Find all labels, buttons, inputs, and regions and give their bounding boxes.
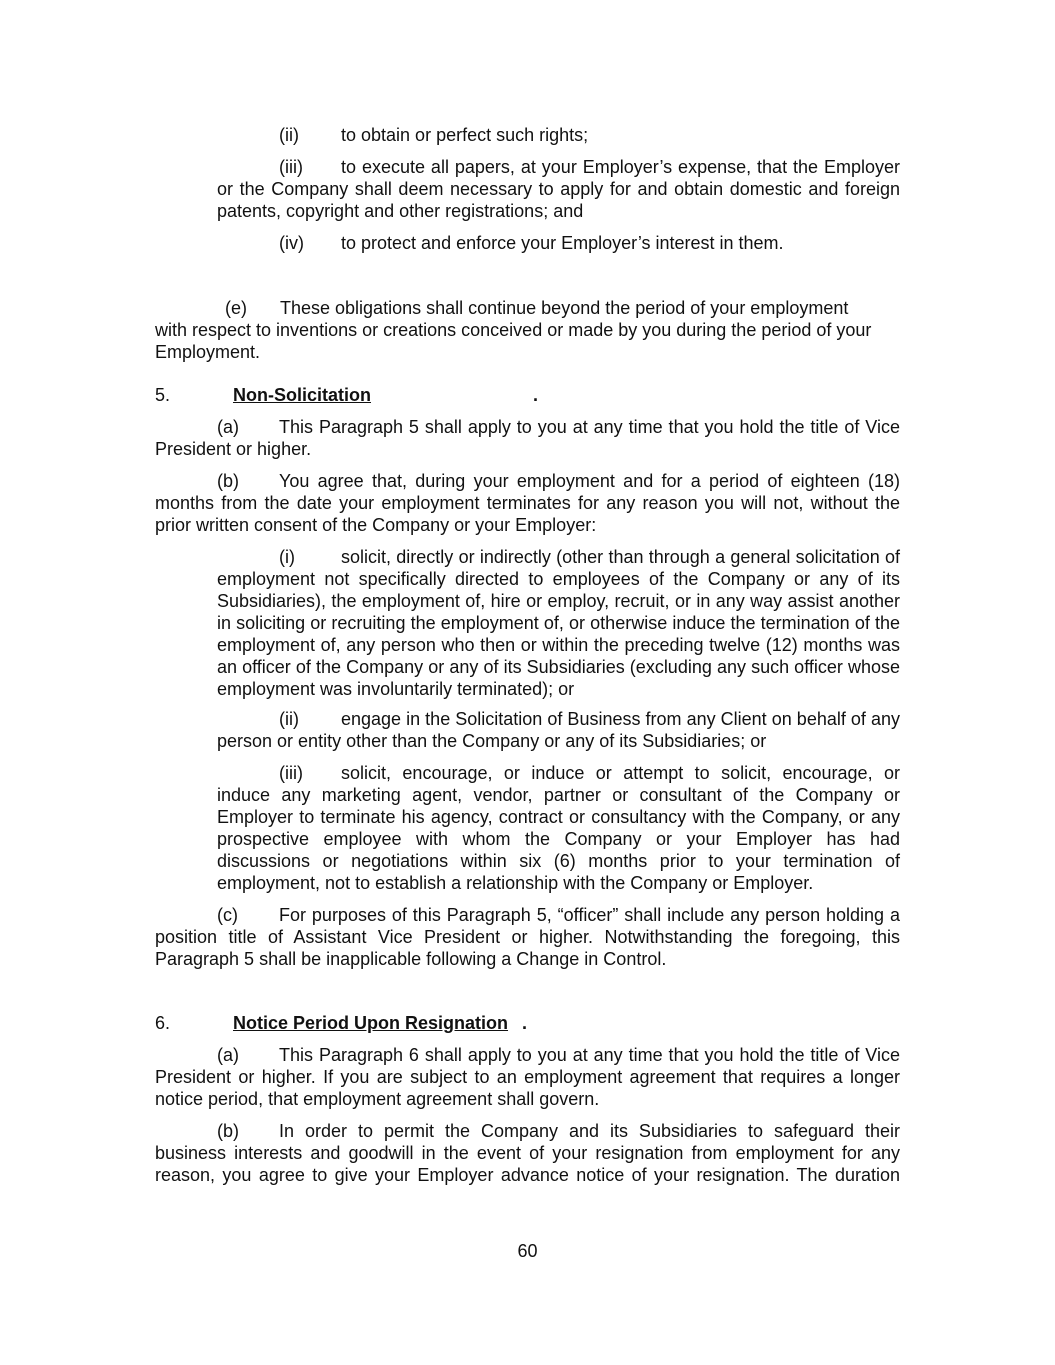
section-6-b	[155, 1120, 900, 1186]
clause-text: This Paragraph 6 shall apply to you at any time that you hold the title of Vice President or higher. If you are subject to an employment agreement that requires a longer notice period, that employment agreement shall govern.	[155, 1045, 900, 1109]
section-5-b-ii	[217, 708, 900, 752]
clause-d-iv	[217, 232, 900, 254]
clause-label: (e)	[225, 298, 247, 318]
clause-label: (i)	[279, 547, 295, 567]
clause-text: to obtain or perfect such rights;	[341, 125, 589, 145]
clause-label: (iv)	[279, 233, 304, 253]
section-6-a	[155, 1044, 900, 1110]
clause-label: (ii)	[279, 709, 299, 729]
clause-label: (iii)	[279, 763, 303, 783]
clause-text: to execute all papers, at your Employer’s expense, that the Employer or the Company shall deem necessary to apply for and obtain domestic and foreign patents, copyright and other registrations; and	[217, 157, 900, 221]
section-6-heading: 6. Notice Period Upon Resignation .	[155, 1013, 528, 1033]
clause-label: (b)	[217, 1121, 239, 1141]
section-5-heading: 5. Non-Solicitation .	[155, 385, 539, 405]
section-5-b-iii	[217, 762, 900, 894]
clause-text: In order to permit the Company and its Subsidiaries to safeguard their business interests and goodwill in the event of your resignation from employment for any reason, you agree to give your Employer advance notice of your resignation. The duration	[155, 1121, 900, 1185]
clause-d-ii	[217, 124, 900, 146]
page-number: 60	[517, 1241, 538, 1261]
clause-text: solicit, encourage, or induce or attempt to solicit, encourage, or induce any marketing agent, vendor, partner or consultant of the Company or Employer to terminate his agency, contract or consultancy with the Company, or any prospective employee with whom the Company or your Employer has had discussions or negotiations within six (6) months prior to your termination of employment, not to establish a relationship with the Company or Employer.	[217, 763, 900, 893]
clause-label: (ii)	[279, 125, 299, 145]
section-5-b-i	[217, 546, 900, 700]
clause-text: For purposes of this Paragraph 5, “officer” shall include any person holding a position title of Assistant Vice President or higher. Notwithstanding the foregoing, this Paragraph 5 shall be inapplicable following a Change in Control.	[155, 905, 900, 969]
clause-label: (a)	[217, 417, 239, 437]
clause-text: These obligations shall continue beyond the period of your employment with respect to inventions or creations conceived or made by you during the period of your Employment.	[155, 298, 872, 362]
section-title: Non-Solicitation	[233, 385, 371, 405]
section-number: 6.	[155, 1013, 171, 1033]
clause-label: (iii)	[279, 157, 303, 177]
clause-label: (b)	[217, 471, 239, 491]
clause-label: (a)	[217, 1045, 239, 1065]
clause-text: solicit, directly or indirectly (other than through a general solicitation of employment not specifically directed to employees of the Company or any of its Subsidiaries), the employment of, hire or employ, recruit, or in any way assist another in soliciting or recruiting the employment of, or otherwise induce the termination of the employment of, any person who then or within the preceding twelve (12) months was an officer of the Company or any of its Subsidiaries (excluding any such officer whose employment was involuntarily terminated); or	[217, 547, 900, 699]
section-5-b	[155, 470, 900, 536]
section-title: Notice Period Upon Resignation	[233, 1013, 509, 1033]
clause-text: This Paragraph 5 shall apply to you at any time that you hold the title of Vice President or higher.	[155, 417, 900, 459]
clause-e	[155, 297, 875, 363]
section-5-a	[155, 416, 900, 460]
section-5-c	[155, 904, 900, 970]
clause-label: (c)	[217, 905, 238, 925]
clause-text: You agree that, during your employment and for a period of eighteen (18) months from the date your employment terminates for any reason you will not, without the prior written consent of the Company or your Employer:	[155, 471, 900, 535]
clause-text: to protect and enforce your Employer’s interest in them.	[341, 233, 784, 253]
clause-d-iii	[217, 156, 900, 222]
clause-text: engage in the Solicitation of Business from any Client on behalf of any person or entity other than the Company or any of its Subsidiaries; or	[217, 709, 900, 751]
section-number: 5.	[155, 385, 171, 405]
